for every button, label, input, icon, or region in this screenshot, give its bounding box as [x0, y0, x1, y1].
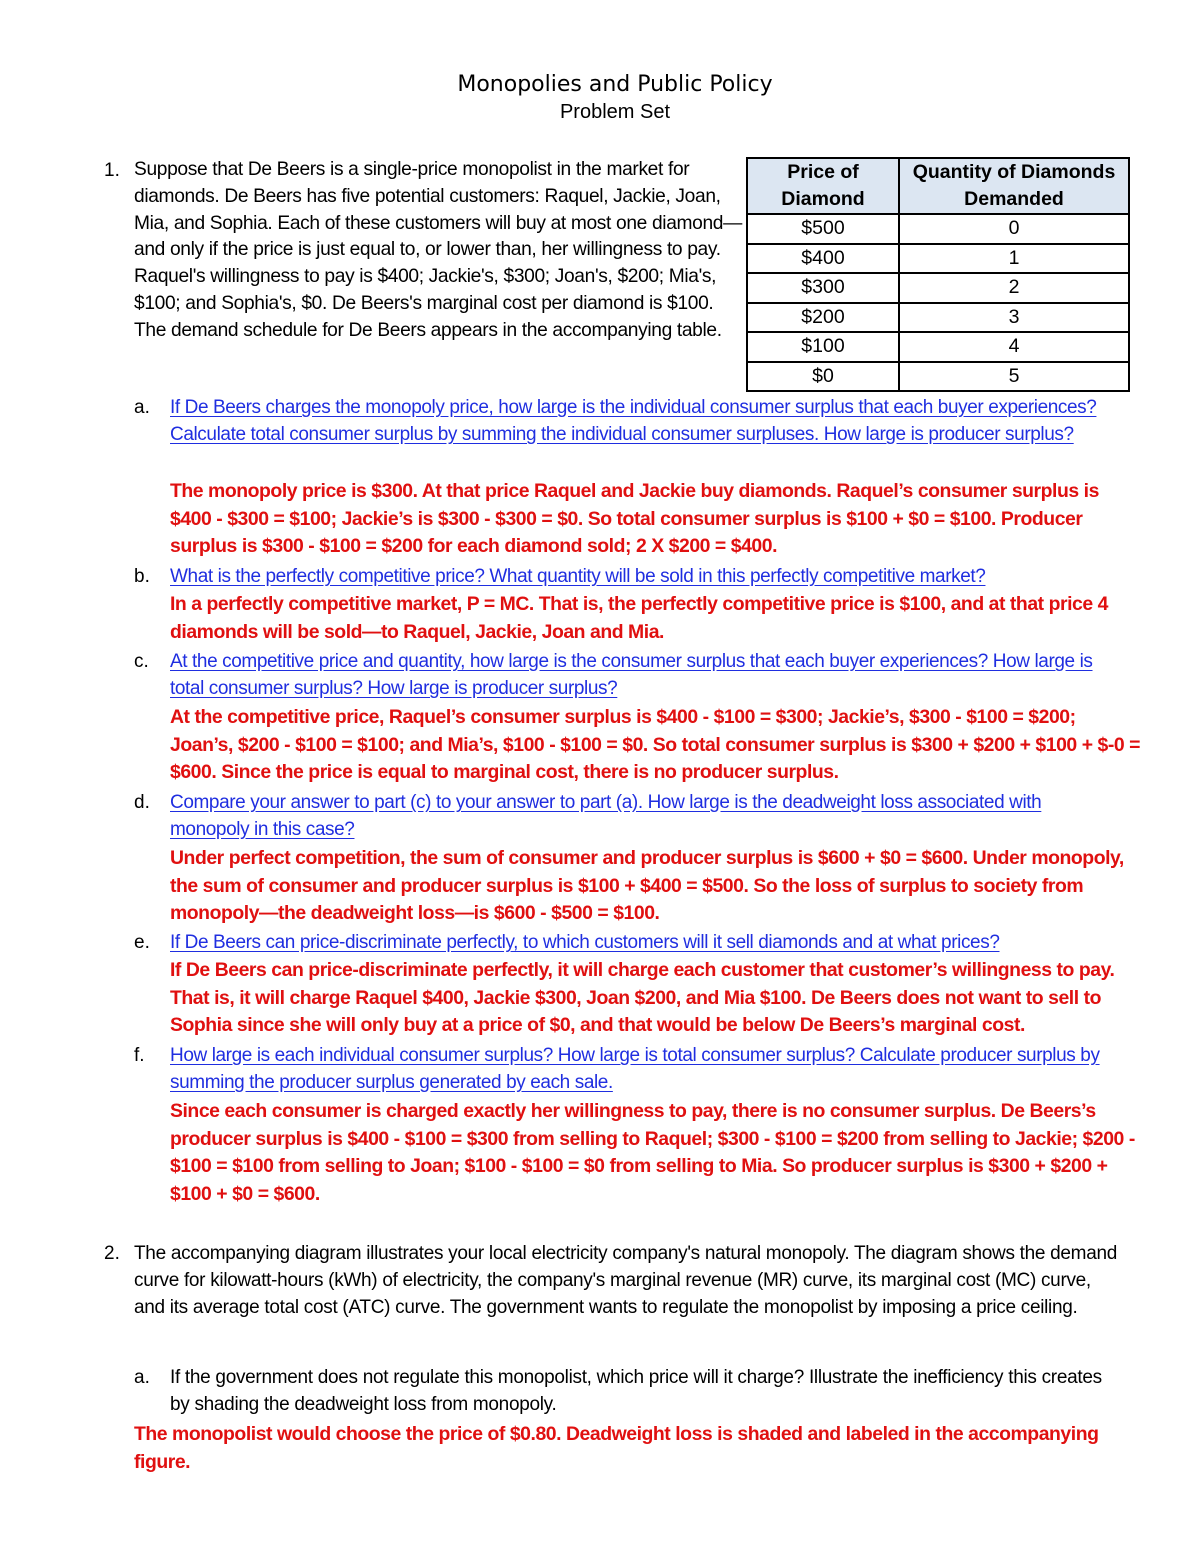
price-cell: $200 [747, 303, 899, 333]
part-f-question-text: How large is each individual consumer surplus? How large is total consumer surplus? Calculate producer surplus by summing the producer surplus generated by each sale. [170, 1045, 1100, 1093]
part-c-question [170, 648, 1120, 702]
quantity-cell: 5 [899, 362, 1129, 392]
part-f-question [170, 1042, 1120, 1096]
table-row [747, 362, 1129, 392]
part-a-answer: The monopoly price is $300. At that price Raquel and Jackie buy diamonds. Raquel’s consumer surplus is $400 - $300 = $100; Jackie’s is $300 - $300 = $0. So total consumer surplus is $100 + $0 = $100. Producer surplus is $300 - $100 = $200 for each diamond sold; 2 X $200 = $400. [170, 480, 1099, 558]
part-e-label: e. [134, 932, 150, 953]
problem-1-intro: Suppose that De Beers is a single-price monopolist in the market for diamonds. De Beers has five potential customers: Raquel, Jackie, Joan, Mia, and Sophia. Each of these customers will buy at most one diamond—and only if the price is just equal to, or lower than, her willingness to pay. Raquel's willingness to pay is $400; Jackie's, $300; Joan's, $200; Mia's, $100; and Sophia's, $0. De Beers's marginal cost per diamond is $100. The demand schedule for De Beers appears in the accompanying table. [134, 159, 742, 341]
problem-2-intro: The accompanying diagram illustrates your local electricity company's natural monopoly. The diagram shows the demand curve for kilowatt-hours (kWh) of electricity, the company's marginal revenue (MR) curve, its marginal cost (MC) curve, and its average total cost (ATC) curve. The government wants to regulate the monopolist by imposing a price ceiling. [134, 1243, 1118, 1318]
quantity-cell: 2 [899, 273, 1129, 303]
part-d-question [170, 789, 1120, 843]
quantity-cell: 3 [899, 303, 1129, 333]
quantity-cell: 1 [899, 244, 1129, 274]
document-subtitle: Problem Set [559, 101, 671, 123]
part-d-label: d. [134, 792, 150, 813]
part-c-answer: At the competitive price, Raquel’s consumer surplus is $400 - $100 = $300; Jackie’s, $300 - $100 = $200; Joan’s, $200 - $100 = $100; and Mia’s, $100 - $100 = $0. So total consumer surplus is $300 + $200 + $100 + $-0 = $600. Since the price is equal to marginal cost, there is no producer surplus. [170, 706, 1140, 784]
problem-2-part-a-answer: The monopolist would choose the price of $0.80. Deadweight loss is shaded and labeled in the accompanying figure. [134, 1423, 1099, 1473]
part-a-question [170, 394, 1120, 448]
part-e-answer: If De Beers can price-discriminate perfectly, it will charge each customer that customer’s willingness to pay. That is, it will charge Raquel $400, Jackie $300, Joan $200, and Mia $100. De Beers does not want to sell to Sophia since she will only buy at a price of $0, and that would be below De Beers’s marginal cost. [170, 959, 1115, 1037]
part-e-question [170, 929, 1120, 956]
problem-2-part-a-label: a. [134, 1367, 150, 1388]
part-a-label: a. [134, 397, 150, 418]
part-d-question-text: Compare your answer to part (c) to your answer to part (a). How large is the deadweight loss associated with monopoly in this case? [170, 792, 1042, 840]
part-d-answer: Under perfect competition, the sum of consumer and producer surplus is $600 + $0 = $600. Under monopoly, the sum of consumer and producer surplus is $100 + $400 = $500. So the loss of surplus to society from monopoly—the deadweight loss—is $600 - $500 = $100. [170, 847, 1124, 925]
table-row [747, 214, 1129, 244]
problem-2-number: 2. [104, 1243, 120, 1264]
table-header-row [747, 158, 1129, 214]
part-c-question-text: At the competitive price and quantity, how large is the consumer surplus that each buyer experiences? How large is total consumer surplus? How large is producer surplus? [170, 651, 1093, 699]
part-c-label: c. [134, 651, 149, 672]
table-row [747, 244, 1129, 274]
table-row [747, 303, 1129, 333]
problem-2-part-a-question: If the government does not regulate this monopolist, which price will it charge? Illustrate the inefficiency this creates by shading the deadweight loss from monopoly. [170, 1367, 1102, 1415]
price-cell: $400 [747, 244, 899, 274]
part-b-question-text: What is the perfectly competitive price? What quantity will be sold in this perfectly competitive market? [170, 566, 986, 587]
problem-1-number: 1. [104, 160, 120, 181]
column-header-price: Price of Diamond [747, 158, 899, 214]
price-cell: $300 [747, 273, 899, 303]
part-b-label: b. [134, 566, 150, 587]
part-b-answer: In a perfectly competitive market, P = MC. That is, the perfectly competitive price is $100, and at that price 4 diamonds will be sold—to Raquel, Jackie, Joan and Mia. [170, 593, 1108, 643]
column-header-quantity: Quantity of Diamonds Demanded [899, 158, 1129, 214]
part-e-question-text: If De Beers can price-discriminate perfectly, to which customers will it sell diamonds and at what prices? [170, 932, 1000, 953]
table-row [747, 332, 1129, 362]
quantity-cell: 4 [899, 332, 1129, 362]
document-title: Monopolies and Public Policy [457, 72, 773, 97]
part-b-question [170, 563, 1120, 590]
demand-schedule-table [746, 157, 1130, 392]
table-row [747, 273, 1129, 303]
part-a-question-text: If De Beers charges the monopoly price, how large is the individual consumer surplus that each buyer experiences? Calculate total consumer surplus by summing the individual consumer surpluses. How large is producer surplus? [170, 397, 1097, 445]
price-cell: $0 [747, 362, 899, 392]
quantity-cell: 0 [899, 214, 1129, 244]
part-f-label: f. [134, 1045, 145, 1066]
price-cell: $100 [747, 332, 899, 362]
price-cell: $500 [747, 214, 899, 244]
part-f-answer: Since each consumer is charged exactly her willingness to pay, there is no consumer surplus. De Beers’s producer surplus is $400 - $100 = $300 from selling to Raquel; $300 - $100 = $200 from selling to Jackie; $200 - $100 = $100 from selling to Joan; $100 - $100 = $0 from selling to Mia. So producer surplus is $300 + $200 + $100 + $0 = $600. [170, 1100, 1135, 1205]
